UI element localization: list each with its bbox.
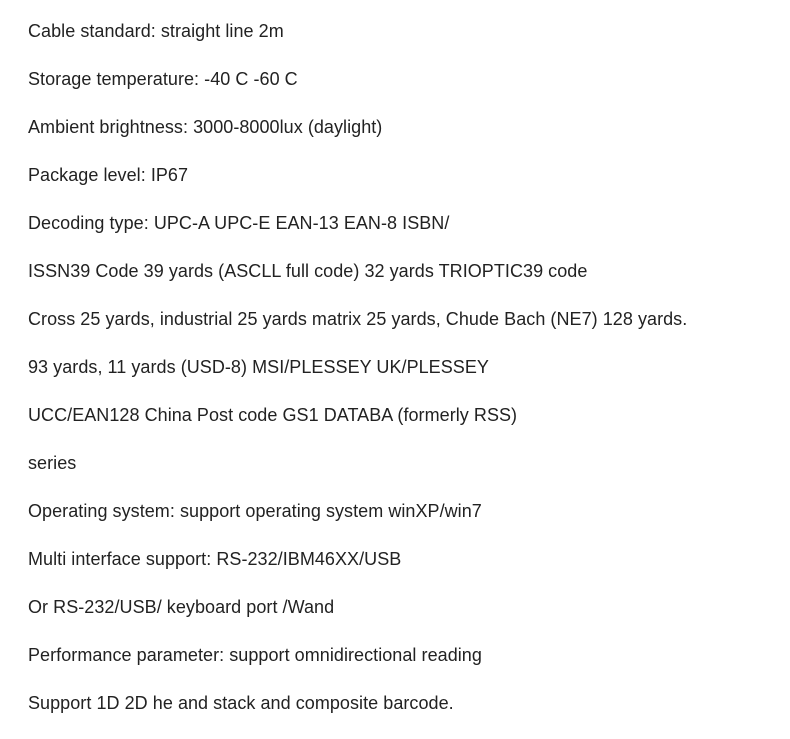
spec-line-interface-alt: Or RS-232/USB/ keyboard port /Wand [28, 597, 335, 617]
spec-line-operating-system: Operating system: support operating system winXP/win7 [28, 501, 482, 521]
spec-line-decoding-codes-3: 93 yards, 11 yards (USD-8) MSI/PLESSEY UK/PLESSEY [28, 357, 489, 377]
spec-line-decoding-codes-1: ISSN39 Code 39 yards (ASCLL full code) 32 yards TRIOPTIC39 code [28, 261, 588, 281]
spec-line-decoding-codes-5: series [28, 453, 77, 473]
spec-line-interface-support: Multi interface support: RS-232/IBM46XX/USB [28, 549, 402, 569]
spec-line-storage-temperature: Storage temperature: -40 C -60 C [28, 69, 298, 89]
spec-line-package-level: Package level: IP67 [28, 165, 189, 185]
spec-line-performance: Performance parameter: support omnidirectional reading [28, 645, 482, 665]
spec-line-ambient-brightness: Ambient brightness: 3000-8000lux (daylight) [28, 117, 383, 137]
spec-line-decoding-codes-4: UCC/EAN128 China Post code GS1 DATABA (formerly RSS) [28, 405, 518, 425]
spec-list [28, 19, 687, 739]
spec-line-decoding-codes-2: Cross 25 yards, industrial 25 yards matrix 25 yards, Chude Bach (NE7) 128 yards. [28, 309, 688, 329]
spec-line-cable-standard: Cable standard: straight line 2m [28, 21, 284, 41]
spec-line-decoding-type: Decoding type: UPC-A UPC-E EAN-13 EAN-8 ISBN/ [28, 213, 450, 233]
spec-line-barcode-support: Support 1D 2D he and stack and composite barcode. [28, 693, 454, 713]
